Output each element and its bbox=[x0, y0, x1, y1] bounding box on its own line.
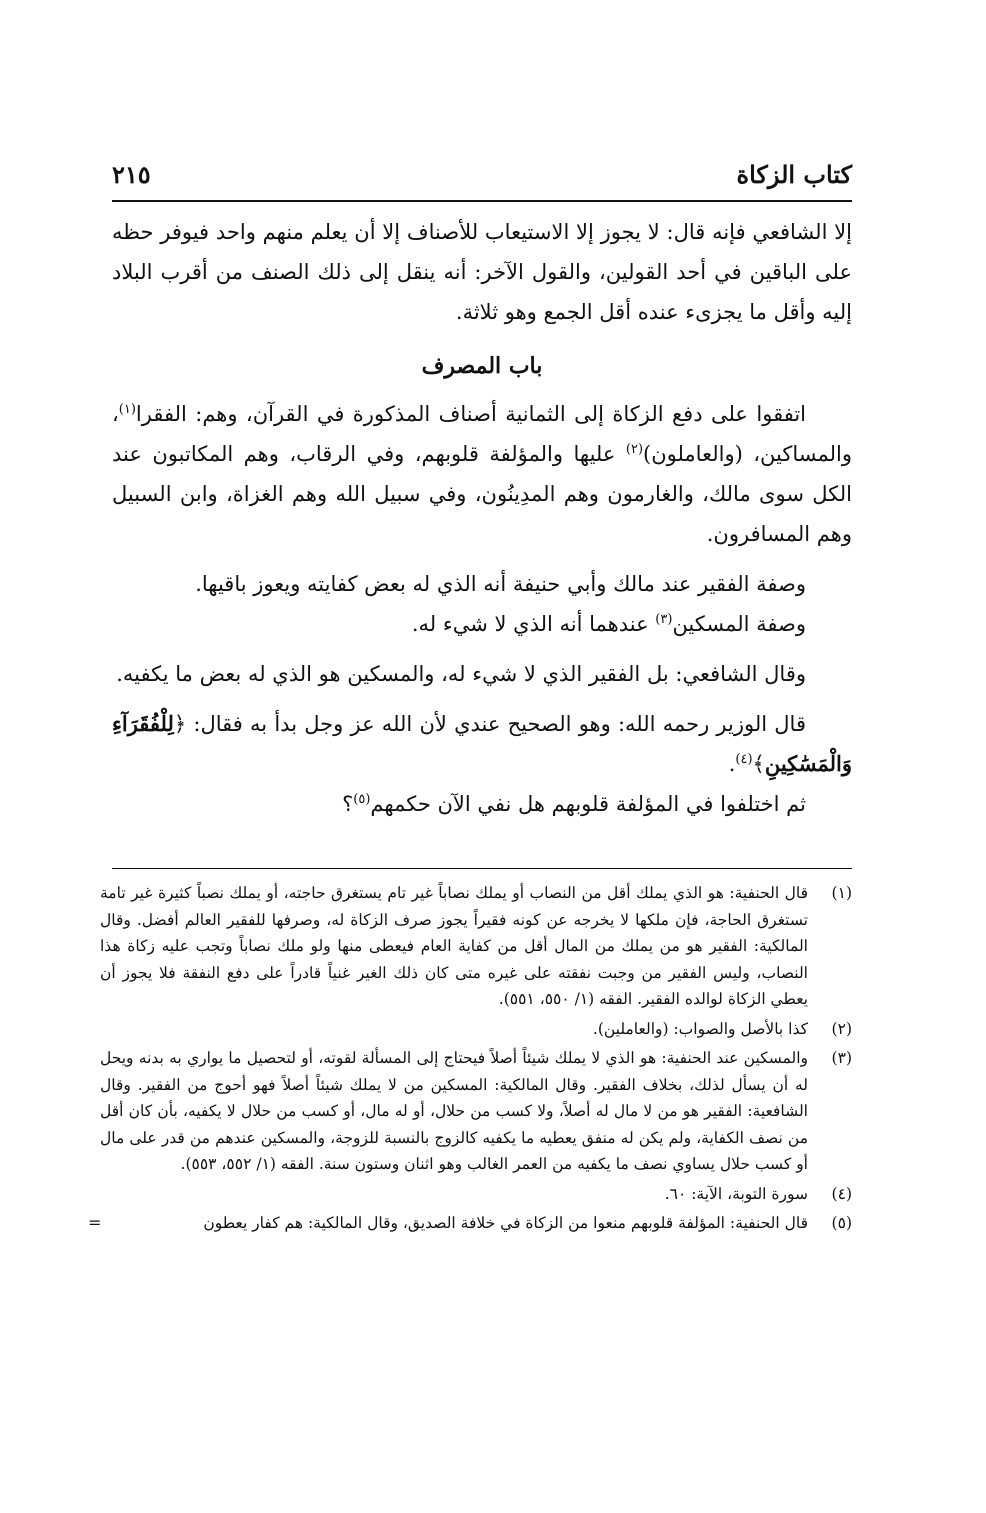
text-segment: . bbox=[728, 752, 736, 776]
text-segment: قال الوزير رحمه الله: وهو الصحيح عندي لأن الله عز وجل بدأ به فقال: ﴿ bbox=[173, 712, 806, 736]
paragraph-muallafa-question bbox=[112, 784, 852, 824]
footnote-text: قال الحنفية: هو الذي يملك أقل من النصاب أو يملك نصاباً غير تام يستغرق حاجته، أو يملك نصباً كثيرة غير تامة تستغرق الحاجة، فإن ملكها لا يخرجه عن كونه فقيراً يجوز صرف الزكاة له، وصرفها للفقير العالم أفضل. وقال المالكية: الفقير هو من يملك من المال أقل من كفاية العام فيعطى منها ولو ملك نصاباً وتجب عليه زكاة هذا النصاب، وليس الفقير من وجبت نفقته على غيره متى كان ذلك الغير غنياً قادراً على دفع النفقة فلا يجوز أن يعطي الزكاة لوالده الفقير. الفقه (١/ ٥٥٠، ٥٥١). bbox=[100, 884, 808, 1008]
footnote-ref-1: (١) bbox=[118, 402, 136, 417]
footnote-1 bbox=[100, 880, 852, 1013]
footnote-text: والمسكين عند الحنفية: هو الذي لا يملك شيئاً أصلاً فيحتاج إلى المسألة لقوته، أو لتحصيل ما يواري به بدنه ويحل له أن يسأل لذلك، بخلاف الفقير. وقال المالكية: المسكين من لا يملك شيئاً أصلاً فهو أحوج من الفقير. وقال الشافعية: الفقير هو من لا مال له أصلاً، ولا كسب من حلال، أو له مال، أو كسب من حلال لا يكفيه، بأن كان أقل من نصف الكفاية، ولم يكن له منفق يعطيه ما يكفيه كالزوج بالنسبة للزوجة، والمسكين عندهم من قدر على مال أو كسب حلال يساوي نصف ما يكفيه من العمر الغالب وهو اثنان وستون سنة. الفقه (١/ ٥٥٢، ٥٥٣). bbox=[100, 1049, 808, 1173]
text-segment: اتفقوا على دفع الزكاة إلى الثمانية أصناف المذكورة في القرآن، وهم: الفقرا bbox=[135, 402, 806, 426]
paragraph-shafii-view: وقال الشافعي: بل الفقير الذي لا شيء له، والمسكين هو الذي له بعض ما يكفيه. bbox=[116, 662, 806, 686]
main-text bbox=[112, 212, 852, 824]
paragraph-continuation: إلا الشافعي فإنه قال: لا يجوز إلا الاستيعاب للأصناف إلا أن يعلم منهم واحد فيوفر حظه على الباقين في أحد القولين، والقول الآخر: أنه ينقل إلى ذلك الصنف من أقرب البلاد إليه وأقل ما يجزىء عنده أقل الجمع وهو ثلاثة. bbox=[112, 220, 852, 324]
footnote-number: (٣) bbox=[831, 1049, 852, 1067]
footnotes bbox=[88, 880, 852, 1240]
paragraph-needy-definition bbox=[112, 604, 852, 644]
footnote-text: سورة التوبة، الآية: ٦٠. bbox=[664, 1184, 808, 1203]
paragraph-eight-categories bbox=[112, 394, 852, 554]
footnote-4 bbox=[100, 1181, 852, 1208]
text-segment: ، والمساكين، (والعاملون) bbox=[112, 402, 852, 466]
paragraph-poor-definition: وصفة الفقير عند مالك وأبي حنيفة أنه الذي له بعض كفايته ويعوز باقيها. bbox=[195, 572, 806, 596]
continuation-mark: = bbox=[88, 1213, 102, 1232]
footnote-rule bbox=[112, 868, 852, 869]
footnote-3 bbox=[100, 1045, 852, 1178]
footnote-number: (٥) bbox=[831, 1214, 852, 1232]
footnote-text: كذا بالأصل والصواب: (والعاملين). bbox=[592, 1019, 808, 1038]
footnote-text: قال الحنفية: المؤلفة قلوبهم منعوا من الزكاة في خلافة الصديق، وقال المالكية: هم كفار يعطون bbox=[203, 1214, 808, 1232]
footnote-2 bbox=[100, 1016, 852, 1043]
quran-verse: لِلْفُقَرَآءِ وَالْمَسَٰكِينِ bbox=[112, 711, 852, 776]
footnote-number: (٤) bbox=[831, 1184, 852, 1203]
text-segment: ﴾ bbox=[752, 752, 765, 776]
footnote-ref-5: (٥) bbox=[353, 792, 371, 807]
text-segment: وصفة المسكين bbox=[672, 612, 806, 636]
running-header bbox=[112, 160, 852, 200]
footnote-ref-4: (٤) bbox=[735, 752, 753, 767]
footnote-ref-3: (٣) bbox=[655, 612, 673, 627]
text-segment: عندهما أنه الذي لا شيء له. bbox=[411, 612, 656, 636]
footnote-5 bbox=[88, 1210, 852, 1237]
text-segment: ؟ bbox=[342, 792, 354, 816]
page-number: ٢١٥ bbox=[112, 160, 151, 189]
footnote-number: (١) bbox=[831, 884, 852, 902]
paragraph-wazir-view bbox=[112, 704, 852, 784]
header-rule bbox=[112, 200, 852, 202]
footnote-ref-2: (٢) bbox=[625, 442, 644, 457]
text-segment: ثم اختلفوا في المؤلفة قلوبهم هل نفي الآن حكمهم bbox=[370, 792, 806, 816]
footnote-number: (٢) bbox=[831, 1019, 852, 1038]
section-heading: باب المصرف bbox=[421, 353, 543, 379]
chapter-title: كتاب الزكاة bbox=[736, 160, 852, 189]
text-segment: عليها والمؤلفة قلوبهم، وفي الرقاب، وهم المكاتبون عند الكل سوى مالك، والغارمون وهم المدِينُون، وفي سبيل الله وهم الغزاة، وابن السبيل وهم المسافرون. bbox=[112, 442, 852, 546]
